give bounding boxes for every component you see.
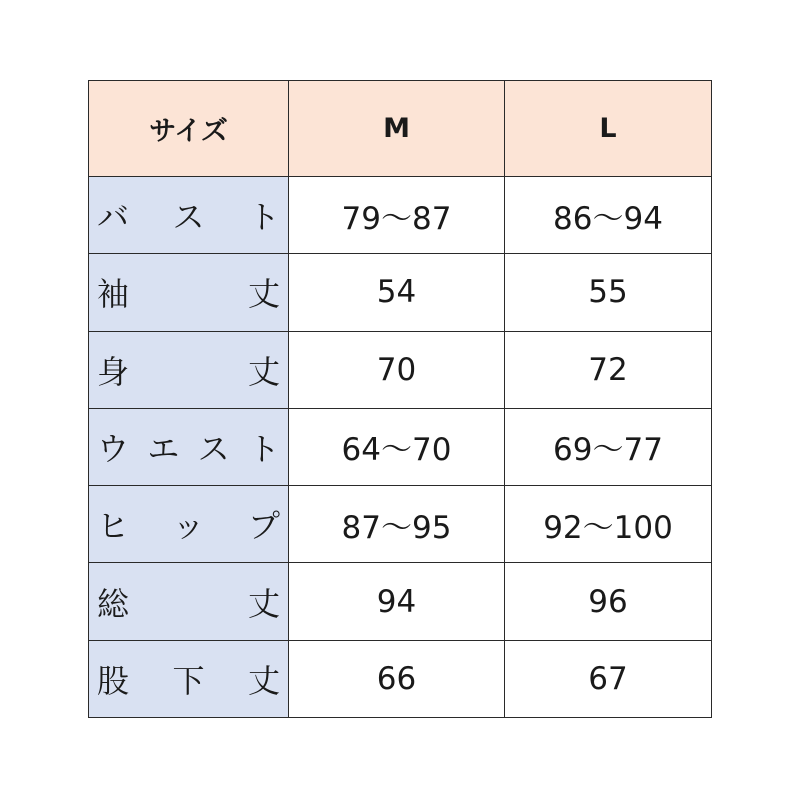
cell-total-length-l: 96 [505, 563, 712, 640]
label-char: 丈 [247, 275, 280, 314]
cell-inseam-l: 67 [505, 640, 712, 717]
label-char: 総 [97, 584, 130, 623]
label-char: 袖 [97, 275, 130, 314]
cell-inseam-m: 66 [289, 640, 505, 717]
cell-waist-l: 69〜77 [505, 408, 712, 485]
row-label-body-length [89, 331, 289, 408]
label-char: 身 [97, 352, 130, 391]
row-body-length [89, 331, 712, 408]
cell-sleeve-length-l: 55 [505, 254, 712, 331]
cell-waist-m: 64〜70 [289, 408, 505, 485]
row-label-hip [89, 486, 289, 563]
row-total-length [89, 563, 712, 640]
label-char: 下 [172, 661, 205, 700]
row-waist [89, 408, 712, 485]
label-char: ウ [97, 429, 130, 468]
table-body [89, 177, 712, 718]
cell-total-length-m: 94 [289, 563, 505, 640]
row-label-waist [89, 408, 289, 485]
size-chart-table [88, 80, 712, 718]
cell-bust-m: 79〜87 [289, 177, 505, 254]
row-hip [89, 486, 712, 563]
cell-hip-l: 92〜100 [505, 486, 712, 563]
row-label-inseam [89, 640, 289, 717]
cell-body-length-l: 72 [505, 331, 712, 408]
label-char: ッ [172, 507, 205, 546]
row-label-sleeve-length [89, 254, 289, 331]
label-char: ヒ [97, 507, 130, 546]
table-header [89, 81, 712, 177]
cell-body-length-m: 70 [289, 331, 505, 408]
label-char: ト [247, 429, 280, 468]
label-char: 股 [97, 661, 130, 700]
row-label-bust [89, 177, 289, 254]
label-char: 丈 [247, 661, 280, 700]
label-char: 丈 [247, 352, 280, 391]
label-char: ス [197, 429, 230, 468]
header-size-l: L [505, 81, 712, 177]
header-row [89, 81, 712, 177]
header-size-label: サイズ [89, 81, 289, 177]
cell-sleeve-length-m: 54 [289, 254, 505, 331]
label-char: 丈 [247, 584, 280, 623]
label-char: ス [172, 198, 205, 237]
label-char: エ [147, 429, 180, 468]
cell-hip-m: 87〜95 [289, 486, 505, 563]
label-char: プ [247, 507, 280, 546]
row-label-total-length [89, 563, 289, 640]
header-size-m: M [289, 81, 505, 177]
row-bust [89, 177, 712, 254]
label-char: バ [97, 198, 130, 237]
row-inseam [89, 640, 712, 717]
cell-bust-l: 86〜94 [505, 177, 712, 254]
label-char: ト [247, 198, 280, 237]
row-sleeve-length [89, 254, 712, 331]
